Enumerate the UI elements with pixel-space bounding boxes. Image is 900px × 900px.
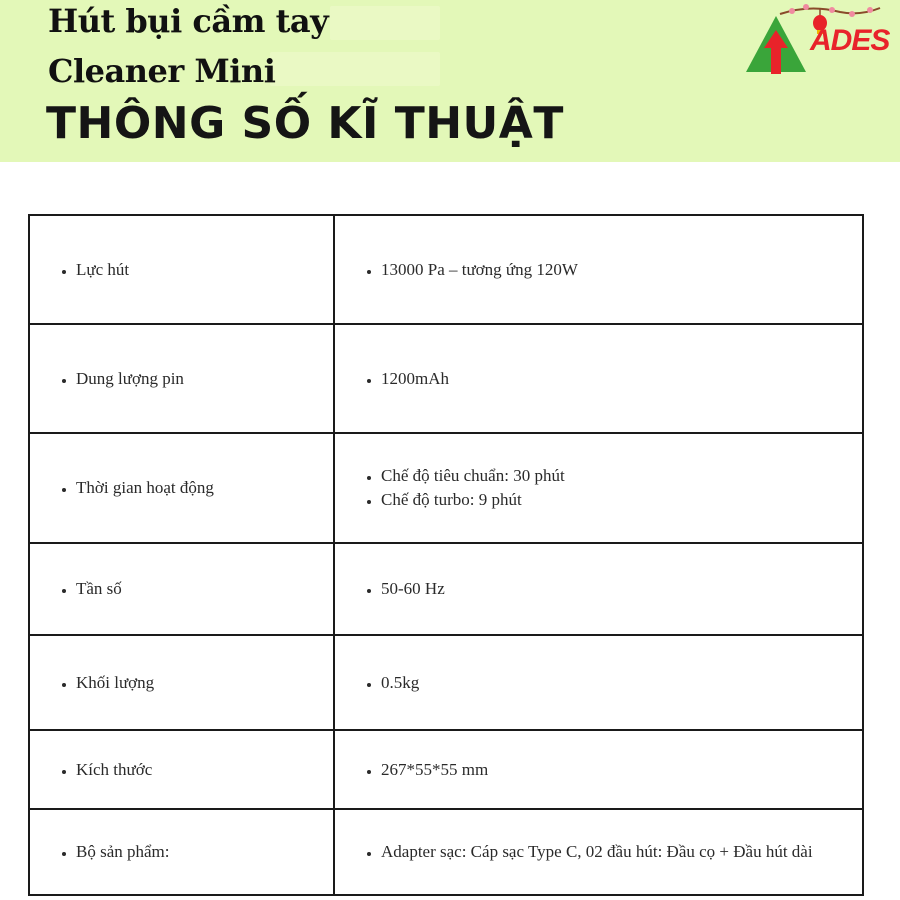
spec-value: • 0.5kg bbox=[381, 671, 848, 695]
table-row bbox=[29, 543, 863, 635]
spec-label-cell bbox=[29, 324, 334, 433]
spec-value-cell bbox=[334, 215, 863, 324]
spec-value: • Chế độ turbo: 9 phút bbox=[381, 488, 848, 512]
table-row bbox=[29, 433, 863, 543]
specs-heading: THÔNG SỐ KĨ THUẬT bbox=[46, 98, 564, 149]
spec-value: • 1200mAh bbox=[381, 367, 848, 391]
table-row bbox=[29, 215, 863, 324]
spec-label: • Kích thước bbox=[76, 758, 319, 782]
spec-label-cell bbox=[29, 543, 334, 635]
table-row bbox=[29, 635, 863, 730]
spec-label-cell bbox=[29, 809, 334, 895]
spec-value-cell bbox=[334, 730, 863, 809]
table-row bbox=[29, 730, 863, 809]
spec-label-cell bbox=[29, 635, 334, 730]
spec-value-cell bbox=[334, 543, 863, 635]
spec-label: • Bộ sản phẩm: bbox=[76, 840, 319, 864]
spec-label-cell bbox=[29, 730, 334, 809]
spec-value: • Chế độ tiêu chuẩn: 30 phút bbox=[381, 464, 848, 488]
spec-label-cell bbox=[29, 433, 334, 543]
spec-value: • 267*55*55 mm bbox=[381, 758, 848, 782]
spec-label: • Khối lượng bbox=[76, 671, 319, 695]
spec-value-cell bbox=[334, 635, 863, 730]
table-row bbox=[29, 809, 863, 895]
table-row bbox=[29, 324, 863, 433]
logo-text: ADES bbox=[810, 24, 890, 57]
spec-label: • Thời gian hoạt động bbox=[76, 476, 319, 500]
spec-value-cell bbox=[334, 433, 863, 543]
spec-value: • 50-60 Hz bbox=[381, 577, 848, 601]
spec-value: • 13000 Pa – tương ứng 120W bbox=[381, 258, 848, 282]
spec-label-cell bbox=[29, 215, 334, 324]
spec-value-cell bbox=[334, 809, 863, 895]
spec-label: • Tần số bbox=[76, 577, 319, 601]
specs-table bbox=[28, 214, 864, 896]
banner-highlight bbox=[270, 52, 440, 86]
spec-label: • Dung lượng pin bbox=[76, 367, 319, 391]
product-title-line-1: Hút bụi cầm tay bbox=[48, 2, 329, 40]
product-title-line-2: Cleaner Mini bbox=[48, 52, 276, 90]
spec-value: • Adapter sạc: Cáp sạc Type C, 02 đầu hút: Đầu cọ + Đầu hút dài bbox=[381, 840, 848, 864]
banner-highlight bbox=[330, 6, 440, 40]
spec-value-cell bbox=[334, 324, 863, 433]
spec-label: • Lực hút bbox=[76, 258, 319, 282]
